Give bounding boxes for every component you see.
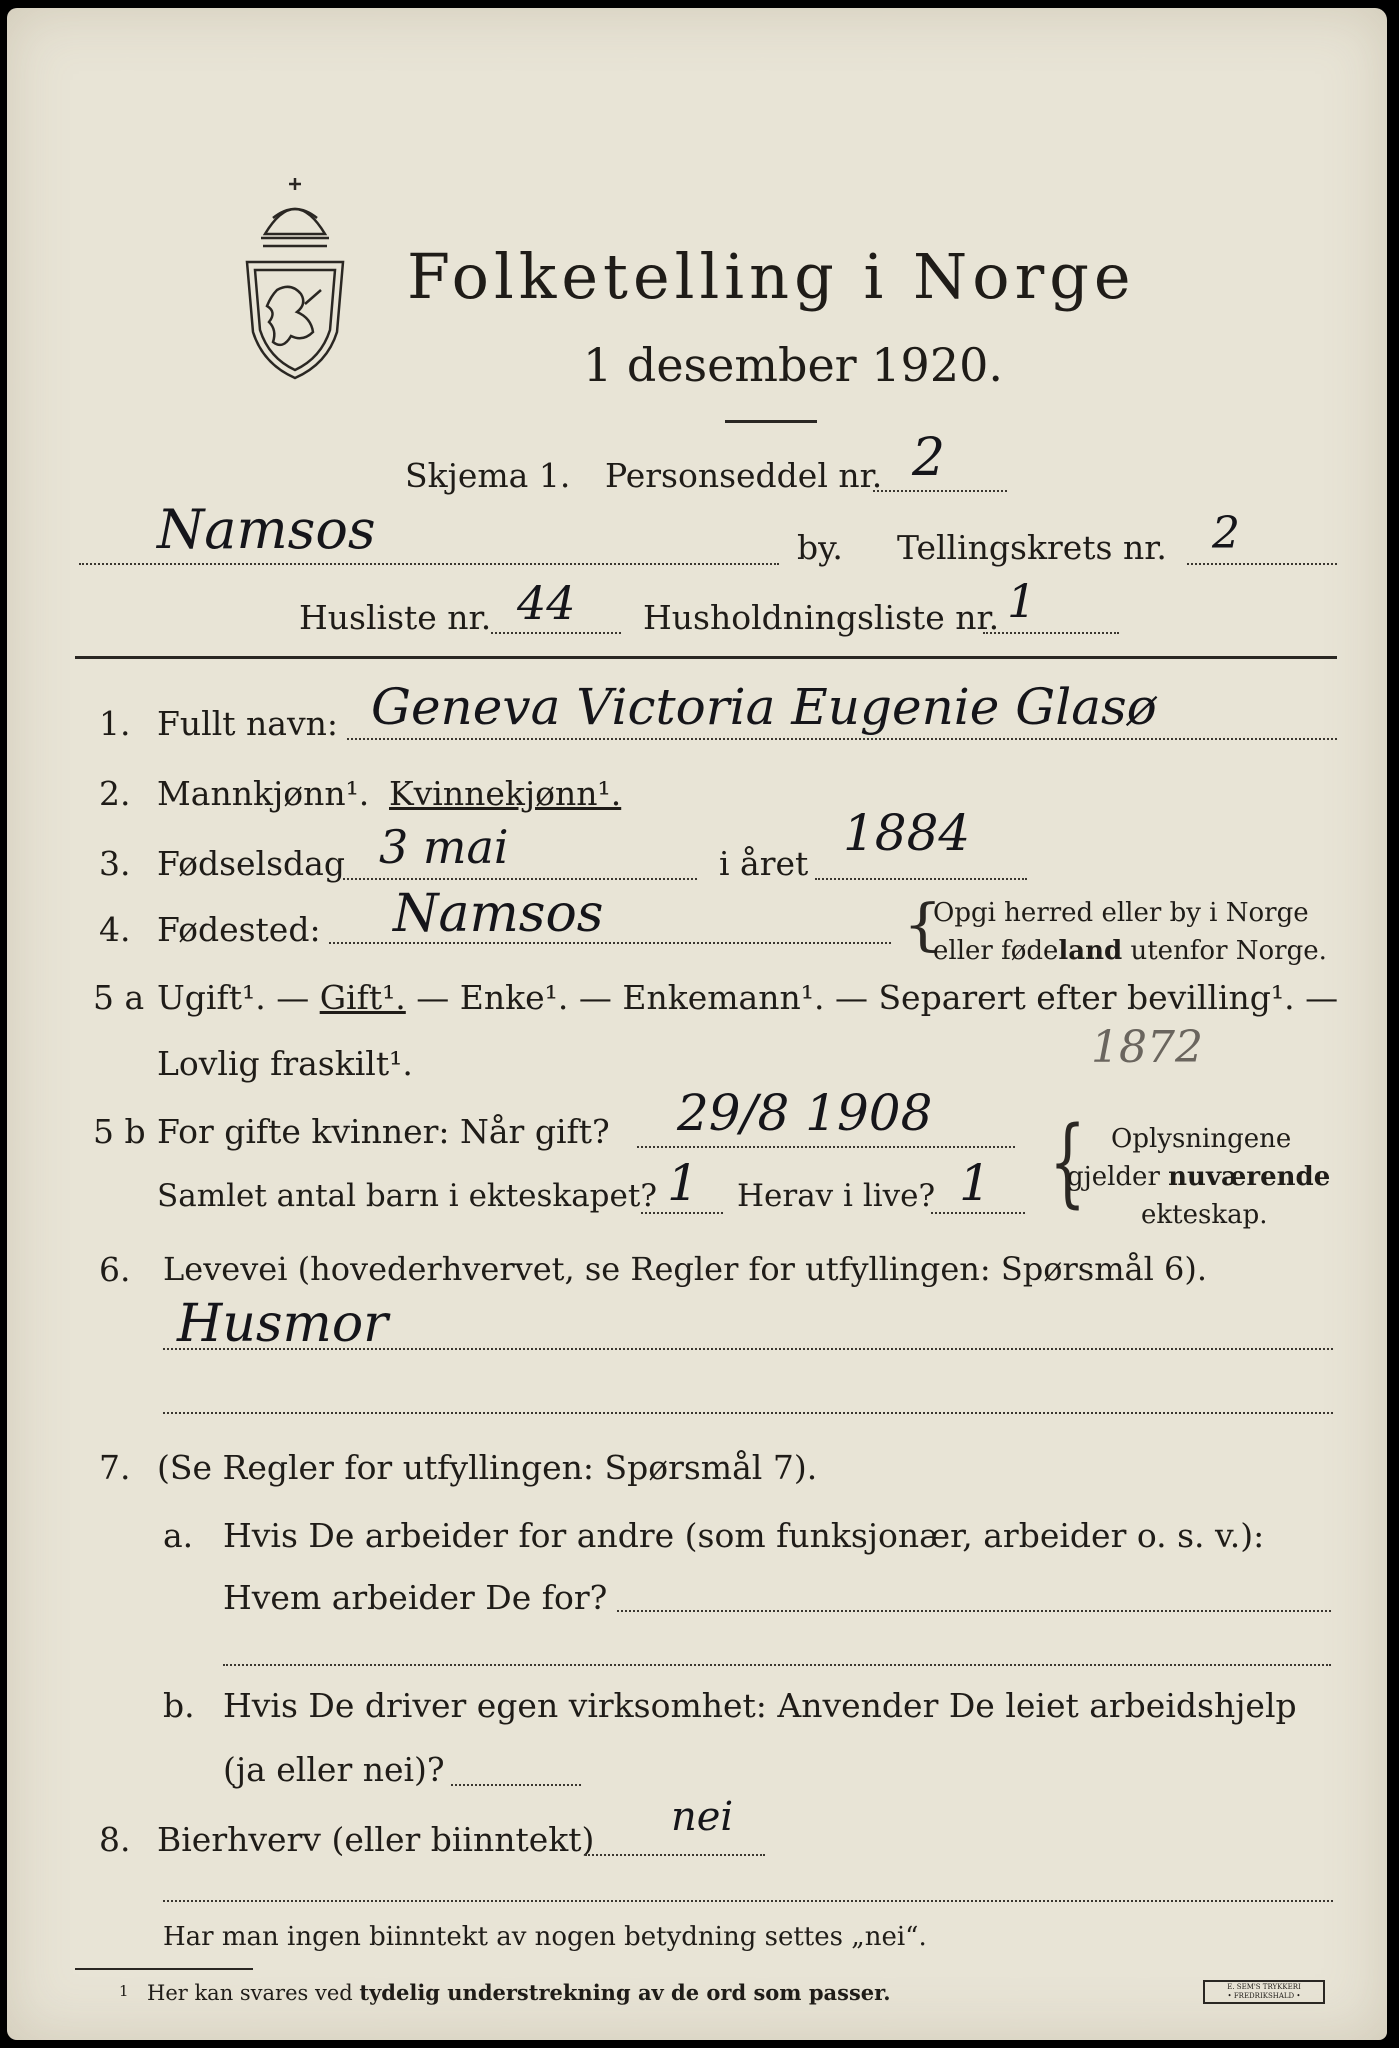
q5b-children-line (641, 1212, 723, 1214)
q5a-option-enkemann[interactable]: Enkemann¹. (622, 978, 825, 1017)
personseddel-label: Personseddel nr. (605, 456, 883, 495)
birth-year-value[interactable]: 1884 (843, 804, 971, 862)
q7-label: (Se Regler for utfyllingen: Spørsmål 7). (157, 1448, 818, 1487)
q1-label: Fullt navn: (157, 704, 338, 743)
q5a-option-enke[interactable]: Enke¹. (459, 978, 569, 1017)
printer-stamp: E. SEM'S TRYKKERI • FREDRIKSHALD • (1203, 1980, 1325, 2004)
personseddel-value[interactable]: 2 (912, 428, 946, 488)
q7b-line1: Hvis De driver egen virksomhet: Anvender De leiet arbeidshjelp (223, 1686, 1297, 1725)
city-value[interactable]: Namsos (157, 498, 376, 561)
q5b-alive-label: Herav i live? (737, 1178, 936, 1214)
q7b-letter: b. (163, 1686, 195, 1725)
q4-label: Fødested: (157, 910, 321, 949)
birthplace-value[interactable]: Namsos (393, 884, 604, 944)
q7a-line1: Hvis De arbeider for andre (som funksjonær, arbeider o. s. v.): (223, 1516, 1265, 1555)
census-form (7, 8, 1387, 2040)
q7a-answer-line2 (223, 1664, 1331, 1666)
husholdningsliste-line (983, 632, 1119, 634)
personseddel-line (873, 490, 1007, 492)
tellingskrets-line (1187, 563, 1337, 565)
q5a-option-gift[interactable]: Gift¹. (319, 978, 406, 1017)
q4-number: 4. (99, 910, 131, 949)
coat-of-arms-icon (235, 172, 355, 384)
form-title: Folketelling i Norge (407, 240, 1136, 313)
q3-label: Fødselsdag (157, 844, 345, 883)
q4-note-line1: Opgi herred eller by i Norge (933, 898, 1309, 928)
children-alive-value[interactable]: 1 (959, 1154, 991, 1212)
q5b-number: 5 b (93, 1112, 146, 1151)
q8-number: 8. (99, 1820, 131, 1859)
divider-main (75, 656, 1337, 659)
q5b-label: For gifte kvinner: Når gift? (157, 1112, 610, 1151)
tellingskrets-value[interactable]: 2 (1212, 508, 1240, 559)
skjema-label: Skjema 1. (405, 456, 571, 495)
q3-number: 3. (99, 844, 131, 883)
q5a-option-ugift[interactable]: Ugift¹. (157, 978, 266, 1017)
q5b-note-line3: ekteskap. (1141, 1200, 1268, 1230)
q7b-line2: (ja eller nei)? (223, 1750, 445, 1789)
husliste-value[interactable]: 44 (517, 576, 576, 630)
footnote-text: Her kan svares ved tydelig understrekning av de ord som passer. (147, 1980, 891, 2005)
husliste-label: Husliste nr. (299, 598, 492, 637)
husholdningsliste-value[interactable]: 1 (1007, 574, 1037, 628)
q5a-options: Ugift¹. — Gift¹. — Enke¹. — Enkemann¹. — Separert efter bevilling¹. — (157, 978, 1339, 1017)
q3-year-label: i året (719, 844, 809, 883)
q3-year-line (815, 878, 1027, 880)
q1-line (347, 738, 1337, 740)
margin-note-year: 1872 (1091, 1022, 1203, 1073)
q5b-note-line1: Oplysningene (1111, 1124, 1292, 1154)
by-label: by. (797, 528, 843, 567)
q2-female-option[interactable]: Kvinnekjønn¹. (389, 774, 622, 813)
q5a-number: 5 a (93, 978, 145, 1017)
q8-line (585, 1854, 765, 1856)
q5b-note-line2: gjelder nuværende (1067, 1162, 1331, 1192)
divider-short (725, 420, 817, 423)
side-income-value[interactable]: nei (671, 1794, 734, 1840)
q1-number: 1. (99, 704, 131, 743)
city-line (79, 563, 779, 565)
q6-number: 6. (99, 1250, 131, 1289)
q4-brace: { (903, 891, 943, 958)
q7a-letter: a. (163, 1516, 194, 1555)
married-date-value[interactable]: 29/8 1908 (677, 1084, 933, 1142)
tellingskrets-label: Tellingskrets nr. (897, 528, 1167, 567)
q7a-answer-line1 (617, 1610, 1331, 1612)
q5b-children-label: Samlet antal barn i ekteskapet? (157, 1178, 657, 1214)
footnote-mark: 1 (119, 1982, 129, 2000)
q3-day-line (343, 878, 697, 880)
q5a-option-fraskilt[interactable]: Lovlig fraskilt¹. (157, 1044, 413, 1083)
occupation-value[interactable]: Husmor (177, 1294, 388, 1354)
q8-line2 (163, 1900, 1333, 1902)
q5b-brace: { (1049, 1106, 1086, 1218)
q6-label: Levevei (hovederhvervet, se Regler for utfyllingen: Spørsmål 6). (163, 1250, 1208, 1288)
q5a-option-separert[interactable]: Separert efter bevilling¹. (878, 978, 1295, 1017)
q7-number: 7. (99, 1448, 131, 1487)
q5b-alive-line (931, 1212, 1025, 1214)
q4-note-line2: eller fødeland utenfor Norge. (933, 936, 1327, 966)
q8-label: Bierhverv (eller biinntekt) (157, 1820, 595, 1859)
birth-day-value[interactable]: 3 mai (379, 820, 509, 874)
q5b-married-line (637, 1146, 1015, 1148)
q7b-answer-line (451, 1784, 581, 1786)
census-date: 1 desember 1920. (583, 338, 1003, 392)
husholdningsliste-label: Husholdningsliste nr. (643, 598, 1000, 637)
q7a-line2: Hvem arbeider De for? (223, 1578, 608, 1617)
full-name-value[interactable]: Geneva Victoria Eugenie Glasø (371, 678, 1157, 736)
q6-line2 (163, 1412, 1333, 1414)
footnote-divider (75, 1968, 253, 1970)
q2-male-option[interactable]: Mannkjønn¹. (157, 774, 370, 813)
footer-note: Har man ingen biinntekt av nogen betydning settes „nei“. (163, 1922, 927, 1952)
q2-number: 2. (99, 774, 131, 813)
husliste-line (491, 632, 621, 634)
q6-line1 (163, 1348, 1333, 1350)
children-count-value[interactable]: 1 (667, 1154, 699, 1212)
